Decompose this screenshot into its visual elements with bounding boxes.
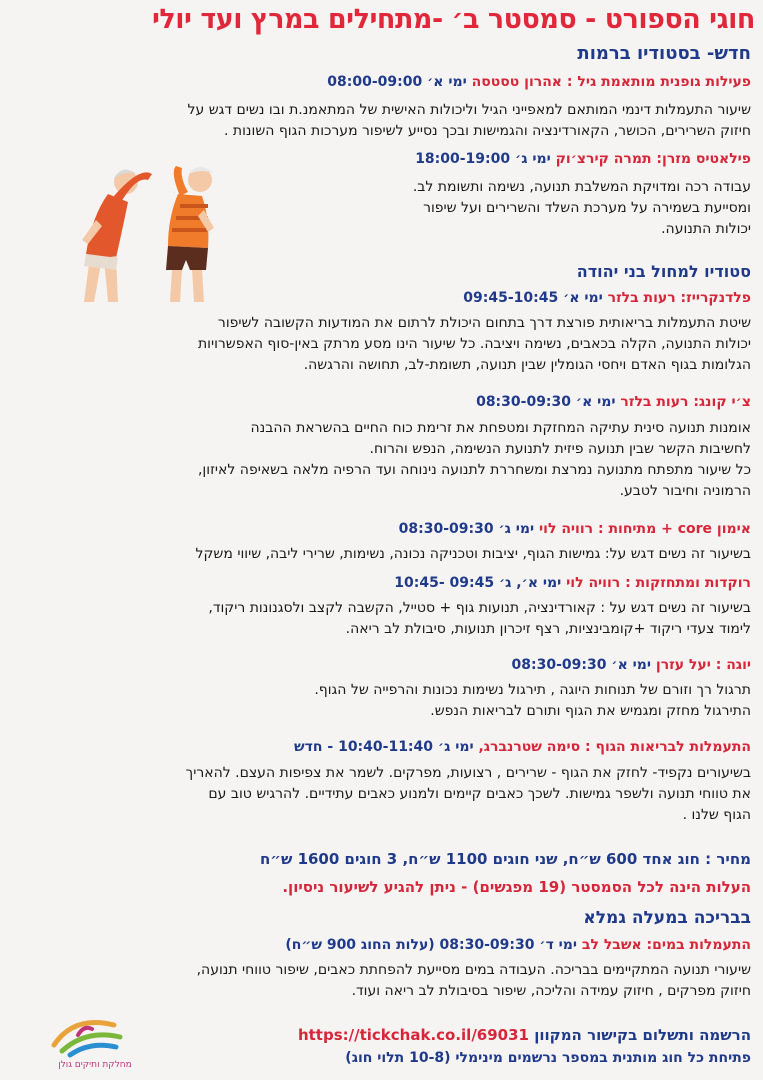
registration-link[interactable]: https://tickchak.co.il/69031 xyxy=(297,1026,529,1044)
class-description xyxy=(12,680,751,722)
class-schedule: ימי א׳ 09:45-10:45 xyxy=(463,290,603,306)
description-line: תרגול רך וזורם של תנוחות היוגה , תירגול נשימות נכונות והרפייה של הגוף. xyxy=(314,682,751,698)
logo-text: מחלקת ותיקים גולן xyxy=(58,1060,132,1070)
page-title: חוגי הספורט - סמסטר ב׳ -מתחילים במרץ ועד יולי xyxy=(151,4,755,35)
price-note: העלות הינה לכל הסמסטר (19 מפגשים) - ניתן להגיע לשיעור ניסיון. xyxy=(282,878,751,896)
class-schedule: ימי א׳ 08:00-09:00 xyxy=(327,74,467,90)
class-name: רוקדות ומתחזקות : רוויה לוי xyxy=(561,575,751,591)
description-line: שיטת התעמלות בריאותית פורצת דרך בתחום היכולת לרתום את המודעות הקשובה לשיפור xyxy=(217,315,751,331)
class-name: פילאטיס מזרן: תמרה קירצ׳וק xyxy=(550,151,751,167)
description-line: יכולות התנועה, הקלה בכאבים, נשימה ויציבה. כל שיעור הינו מסע מרתק באין-סוף האפשרויות xyxy=(197,336,751,352)
class-heading xyxy=(12,575,751,591)
class-description xyxy=(12,544,751,565)
class-schedule: ימי ג׳ 18:00-19:00 xyxy=(415,151,551,167)
description-line: עבודה רכה ומדויקת המשלבת תנועה, נשימה ותשומת לב. xyxy=(412,179,751,195)
description-line: שיעור התעמלות דינמי המותאם למאפייני הגיל וליכולות האישית של המתאמנ.ת ובו נשים דגש על xyxy=(187,102,751,118)
class-schedule: ימי ג׳ 10:40-11:40 - חדש xyxy=(294,739,474,755)
description-line: בשיעור זה נשים דגש על: גמישות הגוף, יציבות וטכניקה נכונה, נשימות, שרירי ליבה, שיווי משקל xyxy=(195,546,751,562)
seniors-stretching-illustration xyxy=(68,160,248,310)
class-heading xyxy=(12,739,751,755)
class-schedule: ימי א׳ 08:30-09:30 xyxy=(511,657,652,673)
description-line: חיזוק השרירים, הכושר, הקאורדינציה והגמישות ובכך נסייע לשיפור מערכות הגוף השונות . xyxy=(224,123,751,139)
description-line: ומסייעת בשמירה על מערכת השלד והשרירים ועל שיפור xyxy=(423,200,751,216)
class-heading xyxy=(12,290,751,306)
description-line: חיזוק מפרקים , חיזוק עמידה והליכה, שיפור בסיבולת לב ריאה ועוד. xyxy=(351,983,751,999)
class-description xyxy=(270,177,751,240)
class-description xyxy=(12,960,751,1002)
price-info: מחיר : חוג אחד 600 ש״ח, שני חוגים 1100 ש״ח, 3 חוגים 1600 ש״ח xyxy=(260,850,751,868)
description-line: הגוף שלנו . xyxy=(682,807,751,823)
description-line: הגלומות בגוף האדם ויחסי הגומלין שבין תנועה, תשומת-לב, תחושה והרגשה. xyxy=(303,357,751,373)
description-line: את טווחי תנועה ולשפר גמישות. לשכך כאבים קיימים ולמנוע כאבים עתידיים. להרגיש טוב עם xyxy=(208,786,751,802)
section-heading-pool: בבריכה במעלה גמלא xyxy=(583,908,751,928)
class-heading xyxy=(12,74,751,90)
golan-seniors-logo xyxy=(40,1015,150,1070)
description-line: לימוד צעדי ריקוד +קומבינציות, רצף זיכרון תנועות, סיבולת לב ריאה. xyxy=(345,621,751,637)
class-schedule: ימי א׳ 08:30-09:30 xyxy=(476,394,616,410)
class-description xyxy=(12,763,751,826)
description-line: לחשיבות הקשר שבין תנועה פיזית לתנועת הנשימה, הנפש והרוח. xyxy=(369,441,751,457)
class-description xyxy=(12,313,751,376)
description-line: יכולות התנועה. xyxy=(661,221,751,237)
description-line: אומנות תנועה סינית עתיקה המחזקת ומטפחת את זרימת כוח החיים בהשראת ההבנה xyxy=(250,420,751,436)
class-name: התעמלות במים: אשבל לב xyxy=(577,937,751,953)
class-description xyxy=(12,100,751,142)
class-name: אימון core + מתיחות : רוויה לוי xyxy=(534,521,751,537)
class-schedule: ימי א׳, ג׳ 09:45 -10:45 xyxy=(394,575,562,591)
description-line: בשיעור זה נשים דגש על : קאורדינציה, תנועות גוף + סטייל, הקשבה לקצב ולסגנונות ריקוד, xyxy=(208,600,751,616)
description-line: התירגול מחזק ומגמיש את הגוף ותורם לבריאות הנפש. xyxy=(430,703,751,719)
section-heading-bnei-yehuda: סטודיו למחול בני יהודה xyxy=(576,262,751,281)
class-name: פעילות גופנית מותאמת גיל : אהרון טסטסה xyxy=(466,74,751,90)
class-heading xyxy=(12,521,751,537)
description-line: כל שיעור מתפתח מתנועה נמרצת ומשחררת לתנועה נינוחה ועד הרפיה מלאה בשאיפה לאיזון, xyxy=(197,462,751,478)
class-description xyxy=(12,418,751,502)
section-heading-studio-ramot: חדש- בסטודיו ברמות xyxy=(577,43,751,64)
class-schedule: ימי ד׳ 08:30-09:30 (עלות החוג 900 ש״ח) xyxy=(285,937,578,953)
class-schedule: ימי ג׳ 08:30-09:30 xyxy=(398,521,535,537)
class-name: יוגה : יעל עזרן xyxy=(651,657,751,673)
registration-line xyxy=(170,1026,751,1044)
class-name: פלדנקרייז: רעות בלזר xyxy=(602,290,751,306)
class-heading xyxy=(12,394,751,410)
minimum-participants-note: פתיחת כל חוג מותנית במספר נרשמים מינימלי (10-8 תלוי חוג) xyxy=(345,1050,751,1066)
description-line: בשיעורים נקפיד- לחזק את הגוף - שרירים , רצועות, מפרקים. לשמר את צפיפות העצם. להאריך xyxy=(185,765,751,781)
description-line: שיעורי תנועה המתקיימים בבריכה. העבודה במים מסייעת להפחתת כאבים, שיפור טווחי תנועה, xyxy=(196,962,751,978)
class-heading xyxy=(12,937,751,953)
class-name: צ׳י קונג: רעות בלזר xyxy=(615,394,751,410)
class-description xyxy=(12,598,751,640)
registration-label: הרשמה ותשלום בקישור המקוון xyxy=(528,1026,751,1044)
class-name: התעמלות לבריאות הגוף : סימה שטרנברג, xyxy=(473,739,751,755)
description-line: הרמוניה וחיבור לטבע. xyxy=(619,483,751,499)
class-heading xyxy=(12,657,751,673)
